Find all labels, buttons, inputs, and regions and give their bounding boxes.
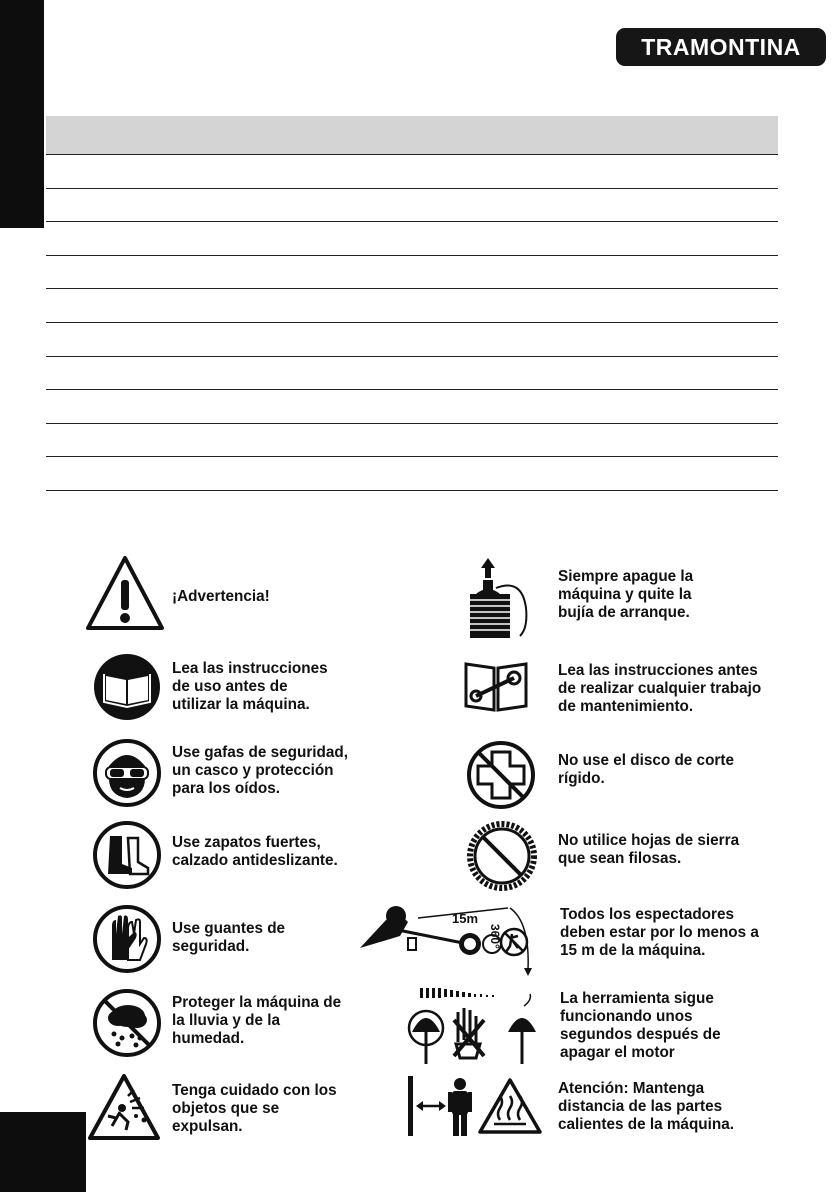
table-row xyxy=(46,289,778,323)
no-rain-icon xyxy=(92,988,162,1058)
symbol-read-manual-text: Lea las instrucciones de uso antes de utilizar la máquina. xyxy=(172,660,328,713)
symbol-no-blunt-blades-text: No utilice hojas de sierra que sean filosas. xyxy=(558,832,740,867)
symbol-no-rigid-disc xyxy=(466,740,796,816)
table-row xyxy=(46,323,778,357)
symbol-hot-parts-text: Atención: Mantenga distancia de las partes calientes de la máquina. xyxy=(558,1080,734,1133)
warning-triangle-icon xyxy=(84,554,166,634)
read-manual-icon xyxy=(92,652,162,722)
table-row xyxy=(46,256,778,290)
no-rigid-disc-icon xyxy=(466,740,536,810)
symbol-blade-coasting xyxy=(398,984,798,1070)
symbol-boots xyxy=(92,820,392,896)
table-row xyxy=(46,424,778,458)
symbol-gloves-text: Use guantes de seguridad. xyxy=(172,920,286,955)
safety-gloves-icon xyxy=(92,904,162,974)
brand-logo xyxy=(616,28,826,66)
symbol-thrown-objects xyxy=(86,1072,386,1148)
hot-surface-distance-icon xyxy=(406,1074,546,1138)
symbol-read-manual xyxy=(92,652,392,732)
symbol-boots-text: Use zapatos fuertes, calzado antideslizante. xyxy=(172,834,338,869)
table-row xyxy=(46,390,778,424)
table-row xyxy=(46,155,778,189)
symbol-eye-head-ear xyxy=(92,738,392,818)
maintenance-manual-icon xyxy=(462,656,530,714)
bystander-angle-label: 360° xyxy=(488,924,502,949)
blade-coasting-icon xyxy=(398,984,548,1064)
bystander-distance-label: 15m xyxy=(452,911,479,926)
spark-plug-icon xyxy=(462,558,542,640)
symbol-bystanders xyxy=(358,892,798,976)
thrown-objects-warning-icon xyxy=(86,1072,162,1142)
spec-table xyxy=(46,116,778,491)
page-corner-tab xyxy=(0,1112,86,1192)
symbol-thrown-objects-text: Tenga cuidado con los objetos que se expulsan. xyxy=(172,1082,337,1135)
symbol-no-blunt-blades xyxy=(466,820,796,896)
symbol-eye-head-ear-text: Use gafas de seguridad, un casco y protección para los oídos. xyxy=(172,744,348,797)
bystander-distance-icon xyxy=(358,892,548,976)
symbol-rain xyxy=(92,988,392,1068)
safety-boots-icon xyxy=(92,820,162,890)
symbol-maintenance-manual-text: Lea las instrucciones antes de realizar cualquier trabajo de mantenimiento. xyxy=(558,662,762,715)
symbol-spark-plug-text: Siempre apague la máquina y quite la bujía de arranque. xyxy=(558,568,694,621)
no-saw-blade-icon xyxy=(466,820,538,892)
safety-goggles-helmet-icon xyxy=(92,738,162,808)
symbol-warning xyxy=(84,554,384,638)
symbol-no-rigid-disc-text: No use el disco de corte rígido. xyxy=(558,752,734,787)
table-row xyxy=(46,222,778,256)
table-row xyxy=(46,457,778,491)
symbol-hot-parts xyxy=(406,1074,796,1140)
symbol-rain-text: Proteger la máquina de la lluvia y de la humedad. xyxy=(172,994,342,1047)
symbol-blade-coasting-text: La herramienta sigue funcionando unos segundos después de apagar el motor xyxy=(560,990,721,1061)
table-row xyxy=(46,357,778,391)
symbol-bystanders-text: Todos los espectadores deben estar por lo menos a 15 m de la máquina. xyxy=(560,906,759,959)
table-row xyxy=(46,189,778,223)
side-section-tab xyxy=(0,0,44,228)
symbol-spark-plug xyxy=(462,558,792,642)
symbol-gloves xyxy=(92,904,392,980)
brand-logo-text: TRAMONTINA xyxy=(641,33,801,60)
spec-table-header xyxy=(46,116,778,155)
symbol-maintenance-manual xyxy=(462,656,802,726)
symbol-warning-text: ¡Advertencia! xyxy=(172,588,270,605)
